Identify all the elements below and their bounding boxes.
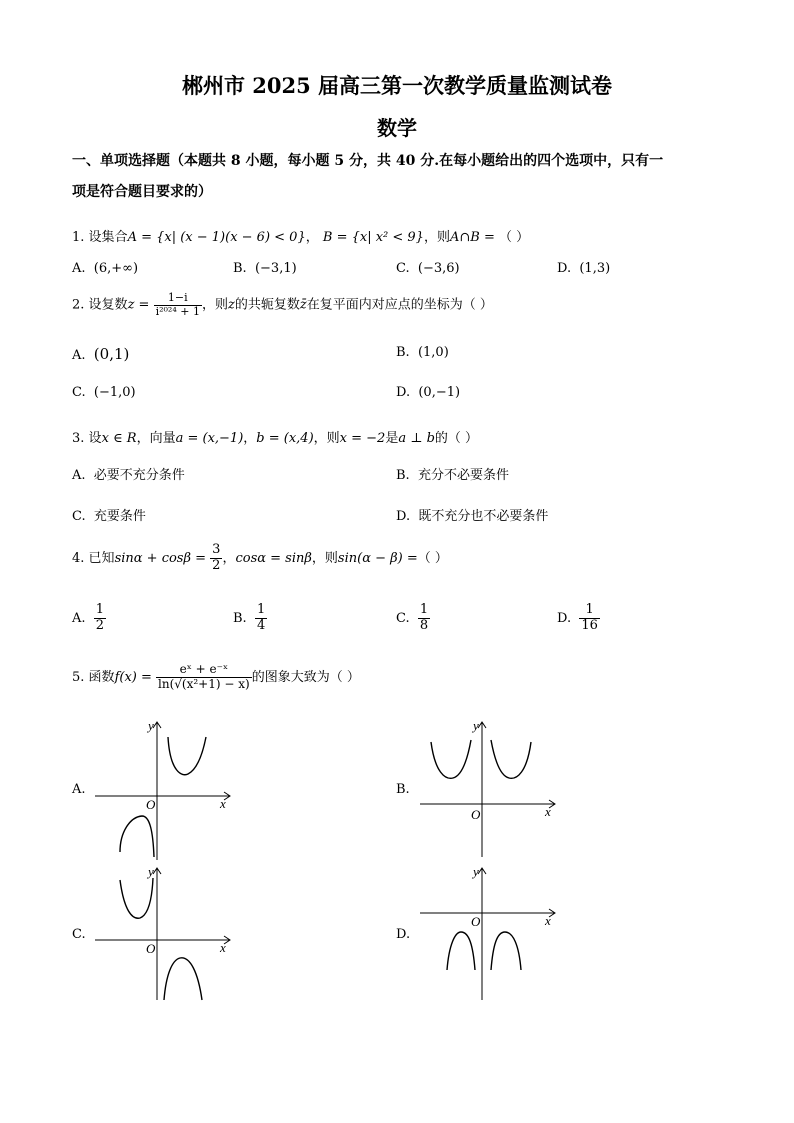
question-text: 是 [385, 431, 399, 446]
option-b[interactable] [396, 464, 509, 483]
option-b[interactable] [233, 603, 267, 634]
fraction-numerator: 1−i [154, 292, 202, 306]
section-heading-line2: 项是符合题目要求的） [72, 184, 212, 200]
graph-option-d [415, 860, 575, 1010]
fraction-denominator: 4 [256, 617, 266, 633]
question-number: 1. [72, 230, 85, 245]
question-text: 设 [88, 431, 102, 446]
question-text: 的（ ） [434, 431, 479, 446]
fraction-numerator: 1 [256, 602, 266, 617]
option-label: D. [396, 927, 411, 942]
option-value: (6,+∞) [93, 261, 139, 276]
axis-label-y: y [473, 864, 479, 879]
math-expression: x ∈ R [101, 431, 137, 446]
question-text: 在复平面内对应点的坐标为（ ） [306, 297, 493, 313]
question-3 [72, 427, 478, 446]
origin-label: O [471, 807, 481, 822]
option-label: B. [396, 345, 410, 360]
math-expression: sinα + cosβ = [114, 550, 207, 566]
subject-title: 数学 [377, 116, 417, 140]
axis-label-y: y [148, 718, 154, 733]
option-a[interactable] [72, 782, 86, 797]
question-text: ，向量 [136, 431, 176, 446]
option-d[interactable] [396, 385, 460, 400]
option-label: A. [72, 348, 86, 363]
option-label: D. [557, 610, 572, 626]
fraction [579, 603, 600, 634]
math-expression: A = {x| (x − 1)(x − 6) < 0} [127, 230, 306, 245]
option-c[interactable] [72, 385, 136, 400]
fraction-numerator: eˣ + e⁻ˣ [156, 663, 252, 678]
math-expression: A∩B [449, 230, 480, 245]
option-label: A. [72, 261, 86, 276]
option-label: D. [396, 509, 411, 524]
question-5 [72, 663, 360, 692]
option-label: A. [72, 468, 86, 483]
math-expression: a ⊥ b [398, 431, 435, 446]
option-a[interactable] [72, 464, 185, 483]
option-value: 充要条件 [93, 509, 146, 524]
math-expression: f(x) = [114, 669, 152, 685]
option-label: D. [557, 261, 572, 276]
graph-option-b [415, 712, 575, 862]
curve-right-branch [168, 737, 206, 775]
fraction [156, 663, 252, 692]
math-variable: z [227, 297, 235, 313]
graph-option-c [90, 860, 250, 1010]
option-b[interactable] [233, 261, 297, 276]
axis-label-x: x [220, 940, 226, 955]
option-value: (−3,1) [254, 261, 297, 276]
math-expression: x = −2 [339, 431, 386, 446]
fraction [94, 603, 106, 634]
option-d[interactable] [557, 603, 600, 634]
fraction [255, 603, 267, 634]
question-1 [72, 226, 529, 245]
option-value: (1,3) [579, 261, 611, 276]
fraction-numerator: 1 [95, 602, 105, 617]
fraction-denominator: 2 [212, 557, 221, 573]
option-value: (1,0) [417, 345, 449, 360]
option-label: A. [72, 782, 86, 797]
origin-label: O [146, 797, 156, 812]
curve-right-branch [491, 932, 521, 970]
question-text: 设复数 [88, 297, 128, 313]
question-number: 4. [72, 550, 85, 566]
page-title: 郴州市 2025 届高三第一次教学质量监测试卷 [181, 73, 613, 98]
option-value: (0,1) [93, 345, 130, 363]
origin-label: O [146, 941, 156, 956]
option-d[interactable] [557, 261, 610, 276]
question-text: ，则 [311, 550, 338, 566]
curve-left-branch [431, 740, 471, 778]
question-4 [72, 543, 448, 574]
axis-label-y: y [148, 864, 154, 879]
question-text: ，则 [201, 297, 228, 313]
question-text: 设集合 [88, 230, 128, 245]
question-text: = （ ） [479, 230, 530, 245]
fraction-denominator: i²⁰²⁴ + 1 [155, 304, 200, 318]
option-a[interactable] [72, 261, 138, 276]
fraction-numerator: 3 [212, 542, 221, 557]
question-text: 的图象大致为（ ） [251, 669, 360, 685]
fraction [418, 603, 430, 634]
option-label: B. [233, 261, 247, 276]
question-number: 3. [72, 431, 85, 446]
question-text: ， [243, 431, 257, 446]
question-number: 2. [72, 297, 85, 313]
math-expression: b = (x,4) [256, 431, 314, 446]
option-value: (−1,0) [93, 385, 136, 400]
option-c[interactable] [72, 927, 86, 942]
option-value: (0,−1) [418, 385, 461, 400]
fraction-denominator: 16 [581, 617, 598, 633]
curve-left-branch [447, 932, 475, 970]
question-number: 5. [72, 669, 85, 685]
question-text: ，则 [423, 230, 450, 245]
math-variable: z̄ [299, 297, 307, 313]
fraction [210, 543, 222, 574]
option-d[interactable] [396, 505, 548, 524]
axis-label-x: x [220, 796, 226, 811]
option-label: B. [396, 782, 410, 797]
curve-left-branch [120, 878, 153, 918]
option-d[interactable] [396, 927, 410, 942]
option-a[interactable] [72, 603, 106, 634]
fraction-numerator: 1 [579, 603, 600, 619]
option-label: B. [396, 468, 410, 483]
axis-label-x: x [545, 913, 551, 928]
option-value: 必要不充分条件 [93, 468, 185, 483]
math-expression: cosα = sinβ [235, 550, 312, 566]
curve-right-branch [491, 740, 531, 778]
graph-option-a [90, 712, 250, 862]
question-text: ，则 [313, 431, 340, 446]
option-label: C. [396, 261, 410, 276]
question-text: ， [305, 230, 319, 245]
question-text: 的共轭复数 [234, 297, 300, 313]
curve-left-branch [120, 816, 154, 857]
option-c[interactable] [72, 505, 146, 524]
question-text: 已知 [88, 550, 115, 566]
math-expression: z = [127, 297, 150, 313]
option-label: D. [396, 385, 411, 400]
question-2 [72, 292, 493, 318]
option-label: C. [72, 385, 86, 400]
fraction-denominator: ln(√(x²+1) − x) [158, 676, 250, 691]
option-label: C. [72, 927, 86, 942]
question-text: （ ） [417, 550, 448, 566]
question-text: ， [222, 550, 236, 566]
math-expression: B = {x| x² < 9} [322, 230, 424, 245]
fraction-numerator: 1 [419, 602, 429, 617]
option-c[interactable] [396, 261, 460, 276]
option-label: C. [72, 509, 86, 524]
option-a[interactable] [72, 345, 129, 363]
option-value: 充分不必要条件 [417, 468, 509, 483]
option-value: 既不充分也不必要条件 [418, 509, 549, 524]
option-c[interactable] [396, 603, 430, 634]
math-expression: sin(α − β) = [337, 550, 418, 566]
origin-label: O [471, 914, 481, 929]
option-label: A. [72, 610, 86, 626]
option-b[interactable] [396, 345, 449, 360]
option-b[interactable] [396, 782, 410, 797]
fraction-denominator: 8 [419, 617, 429, 633]
axis-label-x: x [545, 804, 551, 819]
option-label: B. [233, 610, 247, 626]
curve-right-branch [164, 958, 202, 1000]
option-label: C. [396, 610, 410, 626]
section-heading-line1: 一、单项选择题（本题共 8 小题，每小题 5 分，共 40 分.在每小题给出的四个选项中，只有一 [72, 153, 664, 169]
fraction-denominator: 2 [95, 617, 105, 633]
option-value: (−3,6) [417, 261, 460, 276]
question-text: 函数 [88, 669, 115, 685]
math-expression: a = (x,−1) [175, 431, 244, 446]
fraction [154, 292, 202, 318]
axis-label-y: y [473, 718, 479, 733]
